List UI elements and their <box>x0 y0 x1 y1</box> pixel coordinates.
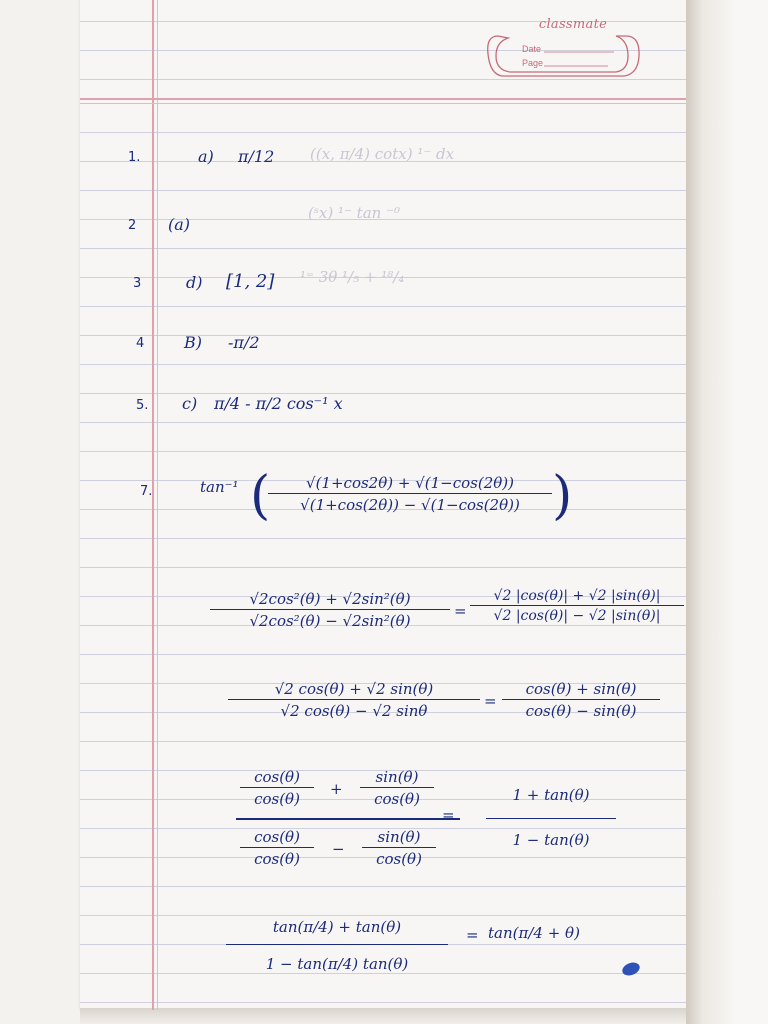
step3-b-denominator: cos(θ) <box>374 790 420 808</box>
right-paren: ) <box>552 466 573 526</box>
step4-fraction <box>226 918 448 973</box>
equals-sign: = <box>484 692 497 710</box>
step4-denominator: 1 − tan(π/4) tan(θ) <box>265 955 409 973</box>
step3-d-denominator: cos(θ) <box>376 850 422 868</box>
step0-numerator: √(1+cos2θ) + √(1−cos(2θ)) <box>268 474 552 494</box>
step1-right-numerator: √2 |cos(θ)| + √2 |sin(θ)| <box>470 588 684 606</box>
step3-a-numerator: cos(θ) <box>240 768 314 788</box>
bleed-through-text: ((x, π/4) cotx) ¹⁻ dx <box>310 145 455 163</box>
step3-a-denominator: cos(θ) <box>254 790 300 808</box>
step0-fraction <box>268 474 552 514</box>
step2-left-fraction <box>228 680 480 720</box>
step3-b-fraction <box>360 768 434 808</box>
step2-left-numerator: √2 cos(θ) + √2 sin(θ) <box>228 680 480 700</box>
question-number: 3 <box>133 276 142 291</box>
answer-value: -π/2 <box>228 333 260 352</box>
arctan-prefix: tan⁻¹ <box>200 478 239 496</box>
date-label: Date <box>522 44 542 54</box>
question-number: 1. <box>128 150 141 165</box>
minus-sign: − <box>332 840 345 858</box>
answer-value: [1, 2] <box>226 271 275 292</box>
margin-line <box>152 0 154 1010</box>
step2-right-denominator: cos(θ) − sin(θ) <box>525 702 637 720</box>
brand-logo: classmate <box>538 17 608 32</box>
answer-option: B) <box>184 333 202 352</box>
step1-left-numerator: √2cos²(θ) + √2sin²(θ) <box>210 590 450 610</box>
answer-option: d) <box>186 273 203 292</box>
main-fraction-bar <box>236 818 460 820</box>
step3-c-denominator: cos(θ) <box>254 850 300 868</box>
step0-denominator: √(1+cos(2θ)) − √(1−cos(2θ)) <box>300 496 520 514</box>
header-rule-inner <box>80 103 686 104</box>
page-label: Page <box>522 58 544 68</box>
page-bottom-edge <box>80 1008 686 1024</box>
step4-numerator: tan(π/4) + tan(θ) <box>226 918 448 945</box>
step1-left-fraction <box>210 590 450 630</box>
answer-value: π/12 <box>238 147 275 166</box>
step3-c-fraction <box>240 828 314 868</box>
step3-b-numerator: sin(θ) <box>360 768 434 788</box>
step3-result-numerator: 1 + tan(θ) <box>486 786 616 819</box>
left-paren: ( <box>250 466 271 526</box>
step3-d-numerator: sin(θ) <box>362 828 436 848</box>
question-number: 4 <box>136 336 145 351</box>
equals-sign: = <box>442 806 455 824</box>
step1-right-denominator: √2 |cos(θ)| − √2 |sin(θ)| <box>493 608 661 624</box>
bleed-through-text: ¹⁼ 3θ ¹/₅ + ¹⁸/₄ <box>300 268 405 286</box>
page-edge <box>686 0 768 1024</box>
answer-option: c) <box>182 394 198 413</box>
step4-result: tan(π/4 + θ) <box>488 924 580 942</box>
margin-line-inner <box>157 0 158 1010</box>
question-number: 2 <box>128 218 137 233</box>
step1-right-fraction <box>470 588 684 624</box>
answer-option: (a) <box>168 215 191 234</box>
equals-sign: = <box>466 926 479 944</box>
answer-value: π/4 - π/2 cos⁻¹ x <box>214 394 343 413</box>
step2-right-numerator: cos(θ) + sin(θ) <box>502 680 660 700</box>
step3-c-numerator: cos(θ) <box>240 828 314 848</box>
date-page-stamp <box>484 28 642 84</box>
plus-sign: + <box>330 780 343 798</box>
step2-right-fraction <box>502 680 660 720</box>
question-number: 5. <box>136 398 149 413</box>
equals-sign: = <box>454 602 467 620</box>
step3-d-fraction <box>362 828 436 868</box>
step3-result-fraction <box>486 786 616 849</box>
bleed-through-text: (ˢx) ¹⁻ tan ⁻⁰ <box>308 204 401 222</box>
step3-result-denominator: 1 − tan(θ) <box>512 831 590 849</box>
header-rule <box>80 98 686 100</box>
step3-a-fraction <box>240 768 314 808</box>
answer-option: a) <box>198 147 214 166</box>
step1-left-denominator: √2cos²(θ) − √2sin²(θ) <box>249 612 411 630</box>
step2-left-denominator: √2 cos(θ) − √2 sinθ <box>280 702 428 720</box>
question-number: 7. <box>140 484 153 499</box>
